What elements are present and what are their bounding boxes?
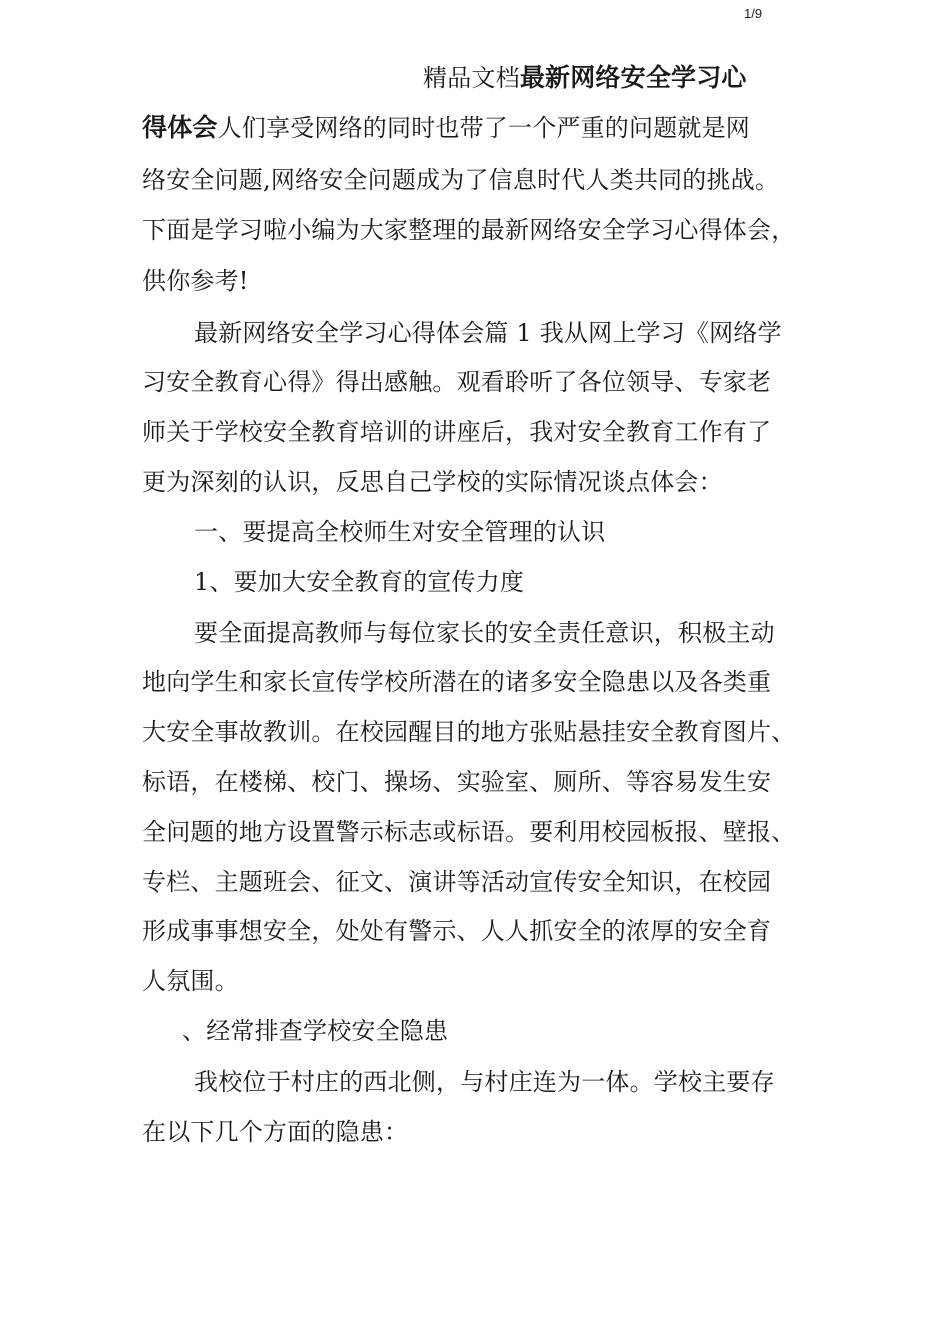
paragraph-line: 师关于学校安全教育培训的讲座后，我对安全教育工作有了 — [142, 418, 772, 446]
paragraph-line: 要全面提高教师与每位家长的安全责任意识，积极主动 — [194, 619, 775, 647]
subsection-heading: 1、要加大安全教育的宣传力度 — [194, 568, 525, 596]
paragraph-line: 人氛围。 — [142, 967, 239, 995]
paragraph-line: 大安全事故教训。在校园醒目的地方张贴悬挂安全教育图片、 — [142, 718, 796, 746]
subsection-heading: 、经常排查学校安全隐患 — [182, 1017, 449, 1045]
doc-header-line — [423, 64, 747, 92]
page-number: 1/9 — [744, 6, 763, 21]
section-heading: 一、要提高全校师生对安全管理的认识 — [194, 518, 606, 546]
doc-label: 精品文档 — [423, 64, 520, 92]
paragraph-line: 络安全问题,网络安全问题成为了信息时代人类共同的挑战。 — [142, 166, 780, 194]
paragraph-line: 更为深刻的认识，反思自己学校的实际情况谈点体会： — [142, 468, 723, 496]
paragraph-line: 最新网络安全学习心得体会篇 1 我从网上学习《网络学 — [194, 319, 782, 347]
paragraph-line: 全问题的地方设置警示标志或标语。要利用校园板报、壁报、 — [142, 818, 796, 846]
paragraph-line: 在以下几个方面的隐患： — [142, 1118, 409, 1146]
paragraph-line: 供你参考! — [142, 267, 249, 295]
paragraph-line: 标语，在楼梯、校门、操场、实验室、厕所、等容易发生安 — [142, 768, 772, 796]
paragraph-line: 地向学生和家长宣传学校所潜在的诸多安全隐患以及各类重 — [142, 668, 772, 696]
paragraph-line: 我校位于村庄的西北侧，与村庄连为一体。学校主要存 — [194, 1068, 775, 1096]
paragraph-line — [142, 114, 750, 142]
paragraph-line: 专栏、主题班会、征文、演讲等活动宣传安全知识，在校园 — [142, 868, 772, 896]
doc-title-part2: 得体会 — [142, 113, 218, 142]
paragraph-line: 形成事事想安全，处处有警示、人人抓安全的浓厚的安全育 — [142, 917, 772, 945]
paragraph-line: 习安全教育心得》得出感触。观看聆听了各位领导、专家老 — [142, 368, 772, 396]
doc-title-part1: 最新网络安全学习心 — [519, 63, 747, 92]
paragraph-line: 下面是学习啦小编为大家整理的最新网络安全学习心得体会， — [142, 216, 796, 244]
intro-line-1: 人们享受网络的同时也带了一个严重的问题就是网 — [217, 114, 751, 142]
